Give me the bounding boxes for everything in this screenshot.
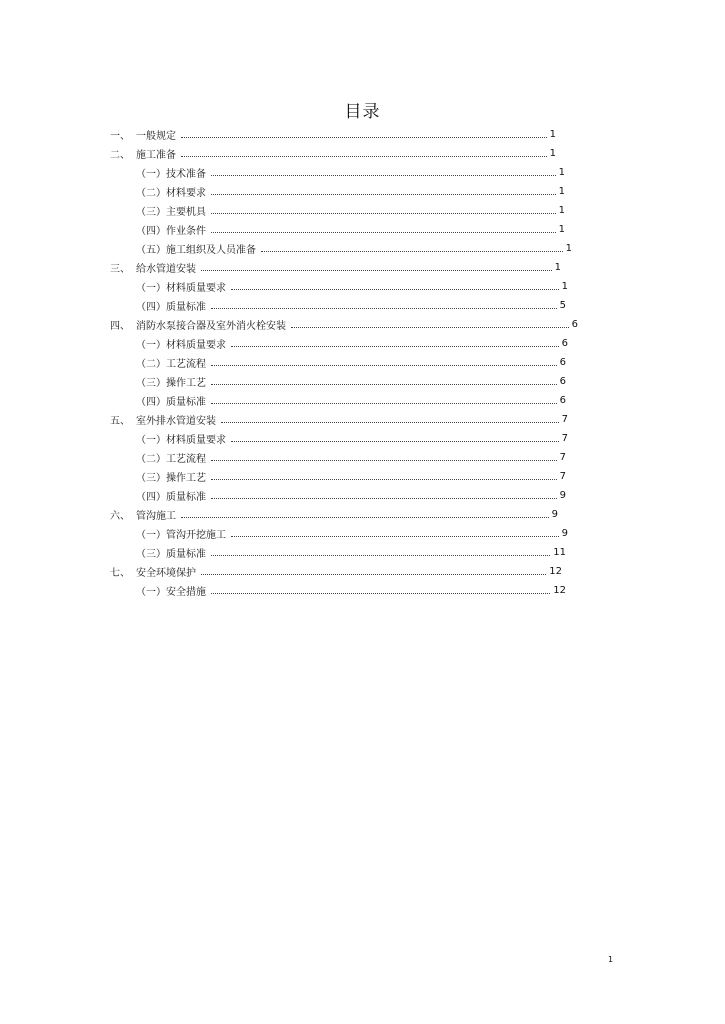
toc-entry-page-number: 1 [549, 148, 556, 159]
toc-entry-label: 施工准备 [136, 150, 176, 161]
toc-entry [110, 258, 561, 277]
toc-entry-label: 室外排水管道安装 [136, 416, 216, 427]
toc-dot-leader [211, 232, 556, 233]
toc-dot-leader [211, 384, 557, 385]
toc-entry-page-number: 6 [559, 376, 566, 387]
toc-entry-label: （二）工艺流程 [136, 359, 206, 370]
toc-entry-label: （一）材料质量要求 [136, 340, 226, 351]
toc-dot-leader [211, 479, 557, 480]
toc-entry-label: 一般规定 [136, 131, 176, 142]
toc-entry [136, 391, 566, 410]
toc-entry [136, 372, 566, 391]
toc-dot-leader [181, 137, 547, 138]
toc-dot-leader [201, 270, 552, 271]
toc-entry-number: 三、 [110, 264, 130, 275]
toc-entry [110, 125, 556, 144]
toc-entry [110, 505, 558, 524]
toc-dot-leader [221, 422, 559, 423]
toc-entry-page-number: 6 [559, 395, 566, 406]
toc-entry [136, 467, 566, 486]
toc-dot-leader [211, 308, 557, 309]
toc-dot-leader [211, 498, 557, 499]
toc-entry [136, 448, 566, 467]
toc-dot-leader [261, 251, 563, 252]
toc-entry-label: （二）材料要求 [136, 188, 206, 199]
toc-entry-page-number: 1 [554, 262, 561, 273]
toc-entry-label: （三）操作工艺 [136, 473, 206, 484]
toc-entry-label: （四）质量标准 [136, 397, 206, 408]
toc-entry-page-number: 7 [559, 452, 566, 463]
toc-dot-leader [201, 574, 546, 575]
toc-entry-number: 二、 [110, 150, 130, 161]
toc-dot-leader [231, 289, 559, 290]
toc-entry [136, 277, 568, 296]
toc-dot-leader [181, 156, 547, 157]
toc-entry [136, 334, 568, 353]
toc-entry-label: （一）材料质量要求 [136, 283, 226, 294]
toc-dot-leader [211, 403, 557, 404]
toc-entry-label: 安全环境保护 [136, 568, 196, 579]
toc-entry-label: 给水管道安装 [136, 264, 196, 275]
toc-dot-leader [291, 327, 569, 328]
toc-entry-page-number: 1 [561, 281, 568, 292]
toc-dot-leader [211, 175, 556, 176]
toc-entry-page-number: 9 [561, 528, 568, 539]
toc-entry-page-number: 7 [561, 414, 568, 425]
toc-entry-page-number: 6 [561, 338, 568, 349]
toc-dot-leader [231, 346, 559, 347]
toc-entry-page-number: 6 [559, 357, 566, 368]
toc-entry-number: 一、 [110, 131, 130, 142]
toc-dot-leader [211, 555, 550, 556]
toc-dot-leader [211, 194, 556, 195]
toc-entry-label: （四）作业条件 [136, 226, 206, 237]
toc-entry-page-number: 1 [558, 205, 565, 216]
toc-entry [110, 315, 578, 334]
toc-entry [136, 220, 565, 239]
toc-entry-label: （三）主要机具 [136, 207, 206, 218]
toc-entry [136, 163, 565, 182]
toc-entry-number: 四、 [110, 321, 130, 332]
toc-dot-leader [211, 460, 557, 461]
toc-entry-label: （二）工艺流程 [136, 454, 206, 465]
toc-entry-label: （一）管沟开挖施工 [136, 530, 226, 541]
toc-entry [136, 429, 568, 448]
toc-dot-leader [231, 441, 559, 442]
toc-entry-label: 管沟施工 [136, 511, 176, 522]
toc-entry-label: （三）质量标准 [136, 549, 206, 560]
toc-dot-leader [181, 517, 549, 518]
toc-entry-label: 消防水泵接合器及室外消火栓安装 [136, 321, 286, 332]
footer-page-number: 1 [608, 955, 614, 964]
toc-entry-label: （四）质量标准 [136, 302, 206, 313]
toc-entry-page-number: 1 [558, 186, 565, 197]
toc-entry-page-number: 12 [553, 585, 566, 596]
toc-entry [136, 239, 572, 258]
toc-entry [136, 486, 566, 505]
toc-entry-page-number: 11 [553, 547, 566, 558]
toc-entry-number: 六、 [110, 511, 130, 522]
toc-entry-page-number: 7 [559, 471, 566, 482]
toc-entry [136, 524, 568, 543]
toc-entry [136, 296, 566, 315]
toc-entry [136, 201, 565, 220]
toc-entry-page-number: 7 [561, 433, 568, 444]
toc-entry-page-number: 1 [558, 224, 565, 235]
toc-dot-leader [211, 593, 550, 594]
toc-entry-page-number: 9 [559, 490, 566, 501]
toc-entry-label: （三）操作工艺 [136, 378, 206, 389]
toc-entry [110, 144, 556, 163]
toc-entry-page-number: 9 [551, 509, 558, 520]
toc-entry [110, 562, 562, 581]
toc-dot-leader [211, 213, 556, 214]
toc-entry-label: （五）施工组织及人员准备 [136, 245, 256, 256]
toc-entry [110, 410, 568, 429]
toc-entry [136, 182, 565, 201]
toc-entry [136, 353, 566, 372]
toc-entry [136, 543, 566, 562]
toc-entry-page-number: 5 [559, 300, 566, 311]
page-title: 目录 [344, 102, 381, 122]
toc-entry [136, 581, 566, 600]
toc-entry-label: （四）质量标准 [136, 492, 206, 503]
toc-dot-leader [231, 536, 559, 537]
toc-entry-page-number: 6 [571, 319, 578, 330]
toc-entry-number: 五、 [110, 416, 130, 427]
toc-entry-page-number: 1 [565, 243, 572, 254]
toc-dot-leader [211, 365, 557, 366]
toc-entry-number: 七、 [110, 568, 130, 579]
toc-entry-label: （一）安全措施 [136, 587, 206, 598]
toc-entry-page-number: 1 [558, 167, 565, 178]
toc-entry-label: （一）材料质量要求 [136, 435, 226, 446]
toc-entry-page-number: 12 [549, 566, 562, 577]
toc-entry-page-number: 1 [549, 129, 556, 140]
toc-entry-label: （一）技术准备 [136, 169, 206, 180]
